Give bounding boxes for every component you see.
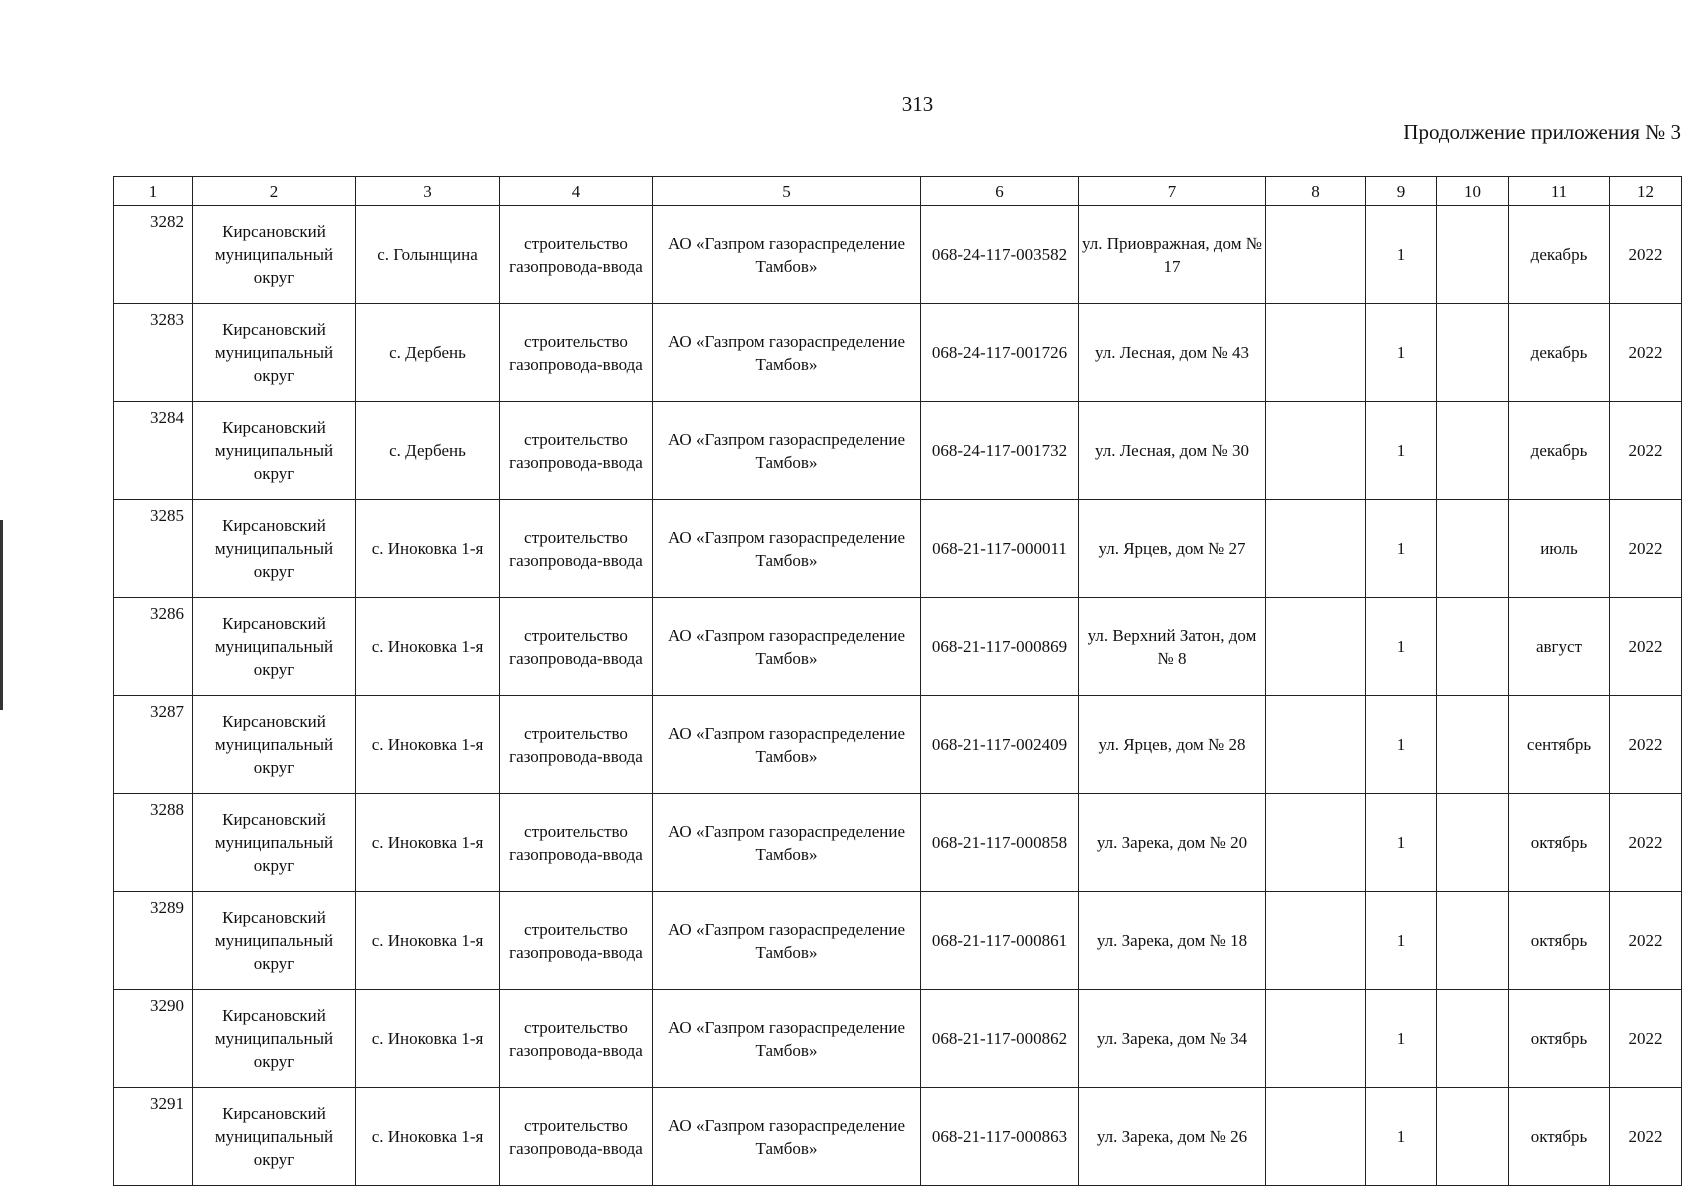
row-number-cell: 3291 <box>114 1088 193 1186</box>
address-cell: ул. Ярцев, дом № 28 <box>1079 696 1266 794</box>
organization-cell: АО «Газпром газораспределение Тамбов» <box>653 598 921 696</box>
address-cell: ул. Зарека, дом № 34 <box>1079 990 1266 1088</box>
column-number: 10 <box>1437 177 1509 206</box>
address-cell: ул. Ярцев, дом № 27 <box>1079 500 1266 598</box>
row-number-cell: 3282 <box>114 206 193 304</box>
empty-cell <box>1266 794 1366 892</box>
month-cell: октябрь <box>1509 892 1610 990</box>
district-cell: Кирсановский муниципальный округ <box>193 598 356 696</box>
table-row <box>114 304 1682 402</box>
settlement-cell: с. Иноковка 1-я <box>356 990 500 1088</box>
table-row <box>114 598 1682 696</box>
month-cell: сентябрь <box>1509 696 1610 794</box>
row-number-cell: 3290 <box>114 990 193 1088</box>
column-number: 8 <box>1266 177 1366 206</box>
empty-cell <box>1266 990 1366 1088</box>
organization-cell: АО «Газпром газораспределение Тамбов» <box>653 696 921 794</box>
quantity-cell: 1 <box>1366 794 1437 892</box>
quantity-cell: 1 <box>1366 206 1437 304</box>
empty-cell <box>1266 892 1366 990</box>
column-number: 11 <box>1509 177 1610 206</box>
empty-cell <box>1266 304 1366 402</box>
gasification-table <box>113 176 1682 1186</box>
year-cell: 2022 <box>1610 598 1682 696</box>
row-number-cell: 3286 <box>114 598 193 696</box>
empty-cell <box>1266 598 1366 696</box>
row-number-cell: 3285 <box>114 500 193 598</box>
quantity-cell: 1 <box>1366 892 1437 990</box>
quantity-cell: 1 <box>1366 402 1437 500</box>
table-row <box>114 892 1682 990</box>
work-type-cell: строительство газопровода-ввода <box>500 402 653 500</box>
month-cell: декабрь <box>1509 206 1610 304</box>
column-number: 7 <box>1079 177 1266 206</box>
column-number: 6 <box>921 177 1079 206</box>
row-number-cell: 3287 <box>114 696 193 794</box>
cadastral-code-cell: 068-21-117-002409 <box>921 696 1079 794</box>
column-number-row <box>114 177 1682 206</box>
settlement-cell: с. Иноковка 1-я <box>356 892 500 990</box>
column-number: 3 <box>356 177 500 206</box>
table-row <box>114 1088 1682 1186</box>
quantity-cell: 1 <box>1366 304 1437 402</box>
work-type-cell: строительство газопровода-ввода <box>500 892 653 990</box>
empty-cell <box>1437 598 1509 696</box>
work-type-cell: строительство газопровода-ввода <box>500 1088 653 1186</box>
address-cell: ул. Верхний Затон, дом № 8 <box>1079 598 1266 696</box>
year-cell: 2022 <box>1610 794 1682 892</box>
year-cell: 2022 <box>1610 990 1682 1088</box>
column-number: 4 <box>500 177 653 206</box>
work-type-cell: строительство газопровода-ввода <box>500 990 653 1088</box>
work-type-cell: строительство газопровода-ввода <box>500 598 653 696</box>
row-number-cell: 3288 <box>114 794 193 892</box>
address-cell: ул. Приовражная, дом № 17 <box>1079 206 1266 304</box>
address-cell: ул. Зарека, дом № 26 <box>1079 1088 1266 1186</box>
organization-cell: АО «Газпром газораспределение Тамбов» <box>653 1088 921 1186</box>
column-number: 9 <box>1366 177 1437 206</box>
settlement-cell: с. Голынщина <box>356 206 500 304</box>
district-cell: Кирсановский муниципальный округ <box>193 892 356 990</box>
organization-cell: АО «Газпром газораспределение Тамбов» <box>653 304 921 402</box>
empty-cell <box>1437 304 1509 402</box>
row-number-cell: 3289 <box>114 892 193 990</box>
column-number: 1 <box>114 177 193 206</box>
table-row <box>114 500 1682 598</box>
organization-cell: АО «Газпром газораспределение Тамбов» <box>653 892 921 990</box>
district-cell: Кирсановский муниципальный округ <box>193 206 356 304</box>
month-cell: июль <box>1509 500 1610 598</box>
month-cell: август <box>1509 598 1610 696</box>
cadastral-code-cell: 068-24-117-001732 <box>921 402 1079 500</box>
settlement-cell: с. Иноковка 1-я <box>356 696 500 794</box>
year-cell: 2022 <box>1610 304 1682 402</box>
empty-cell <box>1437 206 1509 304</box>
empty-cell <box>1266 696 1366 794</box>
empty-cell <box>1437 402 1509 500</box>
month-cell: октябрь <box>1509 794 1610 892</box>
year-cell: 2022 <box>1610 696 1682 794</box>
quantity-cell: 1 <box>1366 500 1437 598</box>
table-row <box>114 402 1682 500</box>
month-cell: октябрь <box>1509 990 1610 1088</box>
address-cell: ул. Лесная, дом № 43 <box>1079 304 1266 402</box>
quantity-cell: 1 <box>1366 598 1437 696</box>
organization-cell: АО «Газпром газораспределение Тамбов» <box>653 794 921 892</box>
quantity-cell: 1 <box>1366 1088 1437 1186</box>
district-cell: Кирсановский муниципальный округ <box>193 1088 356 1186</box>
work-type-cell: строительство газопровода-ввода <box>500 206 653 304</box>
quantity-cell: 1 <box>1366 990 1437 1088</box>
cadastral-code-cell: 068-21-117-000862 <box>921 990 1079 1088</box>
column-number: 12 <box>1610 177 1682 206</box>
settlement-cell: с. Иноковка 1-я <box>356 598 500 696</box>
settlement-cell: с. Иноковка 1-я <box>356 500 500 598</box>
year-cell: 2022 <box>1610 500 1682 598</box>
organization-cell: АО «Газпром газораспределение Тамбов» <box>653 500 921 598</box>
district-cell: Кирсановский муниципальный округ <box>193 794 356 892</box>
cadastral-code-cell: 068-21-117-000858 <box>921 794 1079 892</box>
cadastral-code-cell: 068-24-117-003582 <box>921 206 1079 304</box>
table-row <box>114 990 1682 1088</box>
quantity-cell: 1 <box>1366 696 1437 794</box>
empty-cell <box>1437 892 1509 990</box>
work-type-cell: строительство газопровода-ввода <box>500 304 653 402</box>
table-row <box>114 794 1682 892</box>
cadastral-code-cell: 068-21-117-000011 <box>921 500 1079 598</box>
settlement-cell: с. Дербень <box>356 402 500 500</box>
work-type-cell: строительство газопровода-ввода <box>500 696 653 794</box>
year-cell: 2022 <box>1610 402 1682 500</box>
empty-cell <box>1266 500 1366 598</box>
appendix-continuation-note: Продолжение приложения № 3 <box>1403 120 1681 144</box>
column-number: 5 <box>653 177 921 206</box>
address-cell: ул. Лесная, дом № 30 <box>1079 402 1266 500</box>
district-cell: Кирсановский муниципальный округ <box>193 402 356 500</box>
table-row <box>114 696 1682 794</box>
year-cell: 2022 <box>1610 892 1682 990</box>
settlement-cell: с. Дербень <box>356 304 500 402</box>
year-cell: 2022 <box>1610 1088 1682 1186</box>
empty-cell <box>1437 696 1509 794</box>
empty-cell <box>1266 206 1366 304</box>
empty-cell <box>1437 500 1509 598</box>
row-number-cell: 3284 <box>114 402 193 500</box>
settlement-cell: с. Иноковка 1-я <box>356 1088 500 1186</box>
row-number-cell: 3283 <box>114 304 193 402</box>
cadastral-code-cell: 068-24-117-001726 <box>921 304 1079 402</box>
cadastral-code-cell: 068-21-117-000863 <box>921 1088 1079 1186</box>
cadastral-code-cell: 068-21-117-000869 <box>921 598 1079 696</box>
empty-cell <box>1437 990 1509 1088</box>
month-cell: декабрь <box>1509 402 1610 500</box>
district-cell: Кирсановский муниципальный округ <box>193 304 356 402</box>
month-cell: декабрь <box>1509 304 1610 402</box>
empty-cell <box>1437 1088 1509 1186</box>
column-number: 2 <box>193 177 356 206</box>
address-cell: ул. Зарека, дом № 18 <box>1079 892 1266 990</box>
table-row <box>114 206 1682 304</box>
page-number: 313 <box>901 92 934 116</box>
organization-cell: АО «Газпром газораспределение Тамбов» <box>653 402 921 500</box>
settlement-cell: с. Иноковка 1-я <box>356 794 500 892</box>
address-cell: ул. Зарека, дом № 20 <box>1079 794 1266 892</box>
year-cell: 2022 <box>1610 206 1682 304</box>
work-type-cell: строительство газопровода-ввода <box>500 794 653 892</box>
organization-cell: АО «Газпром газораспределение Тамбов» <box>653 206 921 304</box>
empty-cell <box>1266 402 1366 500</box>
district-cell: Кирсановский муниципальный округ <box>193 696 356 794</box>
empty-cell <box>1266 1088 1366 1186</box>
work-type-cell: строительство газопровода-ввода <box>500 500 653 598</box>
cadastral-code-cell: 068-21-117-000861 <box>921 892 1079 990</box>
organization-cell: АО «Газпром газораспределение Тамбов» <box>653 990 921 1088</box>
district-cell: Кирсановский муниципальный округ <box>193 500 356 598</box>
empty-cell <box>1437 794 1509 892</box>
month-cell: октябрь <box>1509 1088 1610 1186</box>
scan-edge-mark <box>0 520 3 710</box>
district-cell: Кирсановский муниципальный округ <box>193 990 356 1088</box>
